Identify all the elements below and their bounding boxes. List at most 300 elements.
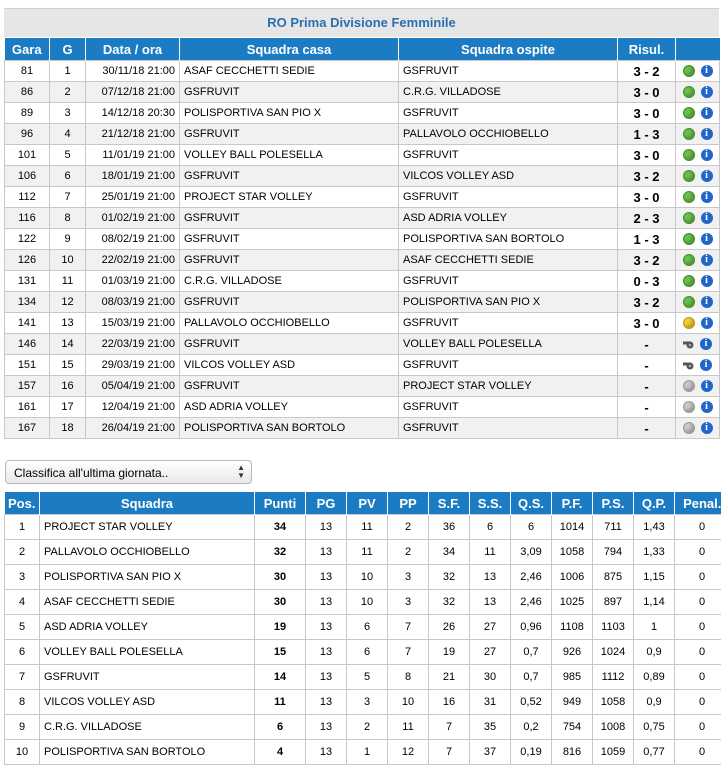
game-date: 01/02/19 21:00 <box>86 208 180 229</box>
game-row[interactable] <box>5 145 720 166</box>
game-giornata: 5 <box>50 145 86 166</box>
standings-punti: 14 <box>255 665 306 690</box>
standings-row <box>5 740 721 765</box>
standings-pp: 11 <box>388 715 429 740</box>
info-icon[interactable]: i <box>701 401 713 413</box>
game-actions <box>676 166 720 187</box>
standings-qs: 2,46 <box>511 565 552 590</box>
standings-pv: 6 <box>347 640 388 665</box>
game-actions <box>676 250 720 271</box>
header-qs[interactable]: Q.S. <box>511 492 552 515</box>
game-home-team: GSFRUVIT <box>180 82 399 103</box>
standings-ss: 6 <box>470 515 511 540</box>
standings-sf: 26 <box>429 615 470 640</box>
game-actions <box>676 376 720 397</box>
game-away-team: GSFRUVIT <box>399 187 618 208</box>
info-icon[interactable]: i <box>701 170 713 182</box>
game-date: 08/03/19 21:00 <box>86 292 180 313</box>
header-actions <box>676 38 720 61</box>
game-gara: 141 <box>5 313 50 334</box>
header-data[interactable]: Data / ora <box>86 38 180 61</box>
standings-row <box>5 640 721 665</box>
game-giornata: 9 <box>50 229 86 250</box>
game-result: 3 - 0 <box>618 313 676 334</box>
standings-qp: 1,15 <box>634 565 675 590</box>
game-result: 3 - 0 <box>618 103 676 124</box>
standings-qs: 0,52 <box>511 690 552 715</box>
game-giornata: 10 <box>50 250 86 271</box>
game-result: - <box>618 418 676 439</box>
game-result: 0 - 3 <box>618 271 676 292</box>
standings-pg: 13 <box>306 715 347 740</box>
game-gara: 131 <box>5 271 50 292</box>
game-home-team: PROJECT STAR VOLLEY <box>180 187 399 208</box>
game-row[interactable] <box>5 166 720 187</box>
game-gara: 89 <box>5 103 50 124</box>
standings-pg: 13 <box>306 515 347 540</box>
green-dot-icon <box>683 65 695 77</box>
green-dot-icon <box>683 296 695 308</box>
game-row[interactable] <box>5 208 720 229</box>
standings-pv: 10 <box>347 565 388 590</box>
game-gara: 151 <box>5 355 50 376</box>
game-away-team: ASAF CECCHETTI SEDIE <box>399 250 618 271</box>
standings-punti: 6 <box>255 715 306 740</box>
green-dot-icon <box>683 170 695 182</box>
standings-punti: 11 <box>255 690 306 715</box>
game-row[interactable] <box>5 187 720 208</box>
game-away-team: ASD ADRIA VOLLEY <box>399 208 618 229</box>
game-result: 3 - 2 <box>618 250 676 271</box>
game-home-team: POLISPORTIVA SAN PIO X <box>180 103 399 124</box>
header-qp[interactable]: Q.P. <box>634 492 675 515</box>
yellow-dot-icon <box>683 317 695 329</box>
standings-pg: 13 <box>306 615 347 640</box>
game-home-team: C.R.G. VILLADOSE <box>180 271 399 292</box>
standings-pg: 13 <box>306 540 347 565</box>
standings-pos: 4 <box>5 590 40 615</box>
game-gara: 96 <box>5 124 50 145</box>
game-away-team: VOLLEY BALL POLESELLA <box>399 334 618 355</box>
game-away-team: GSFRUVIT <box>399 397 618 418</box>
standings-qs: 0,2 <box>511 715 552 740</box>
game-giornata: 7 <box>50 187 86 208</box>
standings-penal: 0 <box>675 565 721 590</box>
standings-pp: 3 <box>388 565 429 590</box>
game-away-team: PROJECT STAR VOLLEY <box>399 376 618 397</box>
game-gara: 167 <box>5 418 50 439</box>
standings-row <box>5 665 721 690</box>
game-row[interactable] <box>5 250 720 271</box>
header-pp[interactable]: PP <box>388 492 429 515</box>
green-dot-icon <box>683 128 695 140</box>
standings-pv: 3 <box>347 690 388 715</box>
info-icon[interactable]: i <box>701 128 713 140</box>
standings-squadra: GSFRUVIT <box>40 665 255 690</box>
info-icon[interactable]: i <box>701 107 713 119</box>
game-result: 3 - 0 <box>618 82 676 103</box>
game-gara: 116 <box>5 208 50 229</box>
game-giornata: 1 <box>50 61 86 82</box>
header-casa[interactable]: Squadra casa <box>180 38 399 61</box>
standings-pf: 1025 <box>552 590 593 615</box>
header-punti[interactable]: Punti <box>255 492 306 515</box>
standings-penal: 0 <box>675 615 721 640</box>
standings-squadra: PALLAVOLO OCCHIOBELLO <box>40 540 255 565</box>
standings-squadra: PROJECT STAR VOLLEY <box>40 515 255 540</box>
info-icon[interactable]: i <box>700 338 712 350</box>
header-pos[interactable]: Pos. <box>5 492 40 515</box>
game-result: 3 - 0 <box>618 187 676 208</box>
standings-pp: 7 <box>388 640 429 665</box>
green-dot-icon <box>683 191 695 203</box>
header-ss[interactable]: S.S. <box>470 492 511 515</box>
standings-pf: 1014 <box>552 515 593 540</box>
header-pv[interactable]: PV <box>347 492 388 515</box>
game-gara: 126 <box>5 250 50 271</box>
game-home-team: GSFRUVIT <box>180 292 399 313</box>
standings-qp: 0,9 <box>634 640 675 665</box>
header-squadra[interactable]: Squadra <box>40 492 255 515</box>
info-icon[interactable]: i <box>701 233 713 245</box>
game-actions <box>676 145 720 166</box>
standings-qs: 3,09 <box>511 540 552 565</box>
header-g[interactable]: G <box>50 38 86 61</box>
game-actions <box>676 82 720 103</box>
standings-ss: 30 <box>470 665 511 690</box>
standings-pp: 7 <box>388 615 429 640</box>
game-giornata: 18 <box>50 418 86 439</box>
standings-squadra: ASAF CECCHETTI SEDIE <box>40 590 255 615</box>
game-date: 01/03/19 21:00 <box>86 271 180 292</box>
standings-qp: 0,89 <box>634 665 675 690</box>
header-sf[interactable]: S.F. <box>429 492 470 515</box>
standings-ps: 711 <box>593 515 634 540</box>
header-ospite[interactable]: Squadra ospite <box>399 38 618 61</box>
header-gara[interactable]: Gara <box>5 38 50 61</box>
game-actions <box>676 334 720 355</box>
info-icon[interactable]: i <box>701 380 713 392</box>
game-gara: 157 <box>5 376 50 397</box>
game-gara: 81 <box>5 61 50 82</box>
standings-penal: 0 <box>675 540 721 565</box>
standings-pf: 1006 <box>552 565 593 590</box>
standings-ps: 897 <box>593 590 634 615</box>
standings-ss: 27 <box>470 640 511 665</box>
info-icon[interactable]: i <box>701 296 713 308</box>
header-risultato[interactable]: Risul. <box>618 38 676 61</box>
game-away-team: POLISPORTIVA SAN PIO X <box>399 292 618 313</box>
standings-pp: 3 <box>388 590 429 615</box>
game-date: 29/03/19 21:00 <box>86 355 180 376</box>
standings-qs: 0,7 <box>511 665 552 690</box>
standings-qs: 2,46 <box>511 590 552 615</box>
standings-squadra: VOLLEY BALL POLESELLA <box>40 640 255 665</box>
standings-ss: 31 <box>470 690 511 715</box>
game-home-team: ASAF CECCHETTI SEDIE <box>180 61 399 82</box>
game-row[interactable] <box>5 124 720 145</box>
standings-pf: 985 <box>552 665 593 690</box>
standings-penal: 0 <box>675 740 721 765</box>
standings-row <box>5 715 721 740</box>
info-icon[interactable]: i <box>701 254 713 266</box>
game-home-team: GSFRUVIT <box>180 229 399 250</box>
standings-pv: 10 <box>347 590 388 615</box>
game-result: - <box>618 355 676 376</box>
game-home-team: PALLAVOLO OCCHIOBELLO <box>180 313 399 334</box>
game-gara: 134 <box>5 292 50 313</box>
standings-ss: 13 <box>470 590 511 615</box>
game-date: 26/04/19 21:00 <box>86 418 180 439</box>
grey-dot-icon <box>683 380 695 392</box>
game-row[interactable] <box>5 418 720 439</box>
game-home-team: GSFRUVIT <box>180 334 399 355</box>
standings-sf: 34 <box>429 540 470 565</box>
standings-row <box>5 515 721 540</box>
standings-penal: 0 <box>675 590 721 615</box>
standings-ps: 1112 <box>593 665 634 690</box>
game-actions <box>676 355 720 376</box>
standings-squadra: ASD ADRIA VOLLEY <box>40 615 255 640</box>
game-away-team: GSFRUVIT <box>399 271 618 292</box>
standings-penal: 0 <box>675 640 721 665</box>
standings-ss: 37 <box>470 740 511 765</box>
game-giornata: 8 <box>50 208 86 229</box>
game-away-team: GSFRUVIT <box>399 313 618 334</box>
game-result: 3 - 2 <box>618 292 676 313</box>
standings-squadra: POLISPORTIVA SAN BORTOLO <box>40 740 255 765</box>
game-date: 21/12/18 21:00 <box>86 124 180 145</box>
standings-punti: 19 <box>255 615 306 640</box>
standings-qp: 1,14 <box>634 590 675 615</box>
info-icon[interactable]: i <box>701 275 713 287</box>
game-gara: 122 <box>5 229 50 250</box>
standings-pg: 13 <box>306 640 347 665</box>
game-actions <box>676 271 720 292</box>
game-home-team: GSFRUVIT <box>180 124 399 145</box>
green-dot-icon <box>683 275 695 287</box>
standings-pf: 1108 <box>552 615 593 640</box>
game-giornata: 17 <box>50 397 86 418</box>
green-dot-icon <box>683 254 695 266</box>
game-date: 12/04/19 21:00 <box>86 397 180 418</box>
standings-qs: 0,19 <box>511 740 552 765</box>
standings-pos: 2 <box>5 540 40 565</box>
header-ps[interactable]: P.S. <box>593 492 634 515</box>
green-dot-icon <box>683 149 695 161</box>
standings-pp: 2 <box>388 515 429 540</box>
game-home-team: VILCOS VOLLEY ASD <box>180 355 399 376</box>
game-home-team: ASD ADRIA VOLLEY <box>180 397 399 418</box>
game-actions <box>676 313 720 334</box>
game-date: 05/04/19 21:00 <box>86 376 180 397</box>
standings-ps: 1058 <box>593 690 634 715</box>
standings-pf: 1058 <box>552 540 593 565</box>
game-date: 11/01/19 21:00 <box>86 145 180 166</box>
game-date: 22/03/19 21:00 <box>86 334 180 355</box>
standings-pg: 13 <box>306 690 347 715</box>
header-penal[interactable]: Penal. <box>675 492 721 515</box>
standings-row <box>5 690 721 715</box>
game-actions <box>676 397 720 418</box>
standings-pp: 2 <box>388 540 429 565</box>
game-result: 3 - 2 <box>618 166 676 187</box>
standings-qp: 1,43 <box>634 515 675 540</box>
grey-dot-icon <box>683 422 695 434</box>
game-actions <box>676 229 720 250</box>
game-gara: 112 <box>5 187 50 208</box>
standings-row <box>5 565 721 590</box>
game-result: 3 - 2 <box>618 61 676 82</box>
game-actions <box>676 292 720 313</box>
standings-qs: 0,7 <box>511 640 552 665</box>
standings-qp: 0,75 <box>634 715 675 740</box>
game-result: 1 - 3 <box>618 124 676 145</box>
game-giornata: 13 <box>50 313 86 334</box>
standings-qp: 0,9 <box>634 690 675 715</box>
game-row[interactable] <box>5 355 720 376</box>
standings-qp: 0,77 <box>634 740 675 765</box>
standings-punti: 34 <box>255 515 306 540</box>
game-home-team: POLISPORTIVA SAN BORTOLO <box>180 418 399 439</box>
standings-ss: 35 <box>470 715 511 740</box>
standings-qs: 6 <box>511 515 552 540</box>
standings-ps: 1008 <box>593 715 634 740</box>
standings-ps: 1059 <box>593 740 634 765</box>
games-header-row <box>5 38 720 61</box>
standings-sf: 19 <box>429 640 470 665</box>
standings-sf: 16 <box>429 690 470 715</box>
game-result: 3 - 0 <box>618 145 676 166</box>
standings-qp: 1,33 <box>634 540 675 565</box>
game-away-team: VILCOS VOLLEY ASD <box>399 166 618 187</box>
game-result: 2 - 3 <box>618 208 676 229</box>
game-giornata: 3 <box>50 103 86 124</box>
standings-ss: 11 <box>470 540 511 565</box>
standings-pos: 8 <box>5 690 40 715</box>
standings-table <box>4 492 721 765</box>
green-dot-icon <box>683 86 695 98</box>
game-date: 14/12/18 20:30 <box>86 103 180 124</box>
standings-pg: 13 <box>306 665 347 690</box>
standings-squadra: C.R.G. VILLADOSE <box>40 715 255 740</box>
select-arrows-icon: ▲ ▼ <box>237 463 245 480</box>
game-row[interactable] <box>5 82 720 103</box>
standings-pf: 926 <box>552 640 593 665</box>
game-row[interactable] <box>5 229 720 250</box>
standings-qs: 0,96 <box>511 615 552 640</box>
standings-pp: 10 <box>388 690 429 715</box>
game-home-team: GSFRUVIT <box>180 166 399 187</box>
game-giornata: 6 <box>50 166 86 187</box>
game-result: - <box>618 334 676 355</box>
game-row[interactable] <box>5 271 720 292</box>
standings-row <box>5 540 721 565</box>
header-pg[interactable]: PG <box>306 492 347 515</box>
standings-punti: 30 <box>255 565 306 590</box>
game-gara: 86 <box>5 82 50 103</box>
info-icon[interactable]: i <box>701 212 713 224</box>
game-row[interactable] <box>5 376 720 397</box>
standings-pos: 6 <box>5 640 40 665</box>
whistle-icon <box>683 361 695 370</box>
standings-pv: 11 <box>347 515 388 540</box>
info-icon[interactable]: i <box>701 86 713 98</box>
game-row[interactable] <box>5 334 720 355</box>
info-icon[interactable]: i <box>701 65 713 77</box>
info-icon[interactable]: i <box>700 359 712 371</box>
standings-pos: 1 <box>5 515 40 540</box>
standings-pv: 11 <box>347 540 388 565</box>
standings-punti: 4 <box>255 740 306 765</box>
standings-qp: 1 <box>634 615 675 640</box>
game-home-team: VOLLEY BALL POLESELLA <box>180 145 399 166</box>
green-dot-icon <box>683 233 695 245</box>
info-icon[interactable]: i <box>701 191 713 203</box>
game-away-team: GSFRUVIT <box>399 61 618 82</box>
standings-penal: 0 <box>675 665 721 690</box>
game-giornata: 4 <box>50 124 86 145</box>
game-date: 15/03/19 21:00 <box>86 313 180 334</box>
game-date: 07/12/18 21:00 <box>86 82 180 103</box>
standings-pos: 5 <box>5 615 40 640</box>
game-actions <box>676 208 720 229</box>
standings-header-row <box>5 492 721 515</box>
game-giornata: 11 <box>50 271 86 292</box>
game-result: 1 - 3 <box>618 229 676 250</box>
game-date: 25/01/19 21:00 <box>86 187 180 208</box>
classifica-select[interactable] <box>5 460 252 484</box>
standings-pv: 5 <box>347 665 388 690</box>
standings-pos: 3 <box>5 565 40 590</box>
standings-penal: 0 <box>675 690 721 715</box>
game-row[interactable] <box>5 397 720 418</box>
game-result: - <box>618 397 676 418</box>
standings-sf: 32 <box>429 590 470 615</box>
standings-ss: 13 <box>470 565 511 590</box>
standings-pos: 9 <box>5 715 40 740</box>
game-date: 22/02/19 21:00 <box>86 250 180 271</box>
info-icon[interactable]: i <box>701 317 713 329</box>
games-table <box>4 38 720 439</box>
game-row[interactable] <box>5 61 720 82</box>
standings-punti: 32 <box>255 540 306 565</box>
game-giornata: 2 <box>50 82 86 103</box>
green-dot-icon <box>683 212 695 224</box>
game-giornata: 14 <box>50 334 86 355</box>
game-row[interactable] <box>5 313 720 334</box>
header-pf[interactable]: P.F. <box>552 492 593 515</box>
game-actions <box>676 187 720 208</box>
game-gara: 161 <box>5 397 50 418</box>
game-row[interactable] <box>5 292 720 313</box>
game-actions <box>676 418 720 439</box>
game-home-team: GSFRUVIT <box>180 376 399 397</box>
game-actions <box>676 124 720 145</box>
info-icon[interactable]: i <box>701 422 713 434</box>
game-away-team: GSFRUVIT <box>399 355 618 376</box>
game-result: - <box>618 376 676 397</box>
standings-penal: 0 <box>675 715 721 740</box>
standings-pp: 12 <box>388 740 429 765</box>
standings-pf: 816 <box>552 740 593 765</box>
standings-ss: 27 <box>470 615 511 640</box>
standings-sf: 21 <box>429 665 470 690</box>
game-away-team: PALLAVOLO OCCHIOBELLO <box>399 124 618 145</box>
game-row[interactable] <box>5 103 720 124</box>
standings-pp: 8 <box>388 665 429 690</box>
info-icon[interactable]: i <box>701 149 713 161</box>
